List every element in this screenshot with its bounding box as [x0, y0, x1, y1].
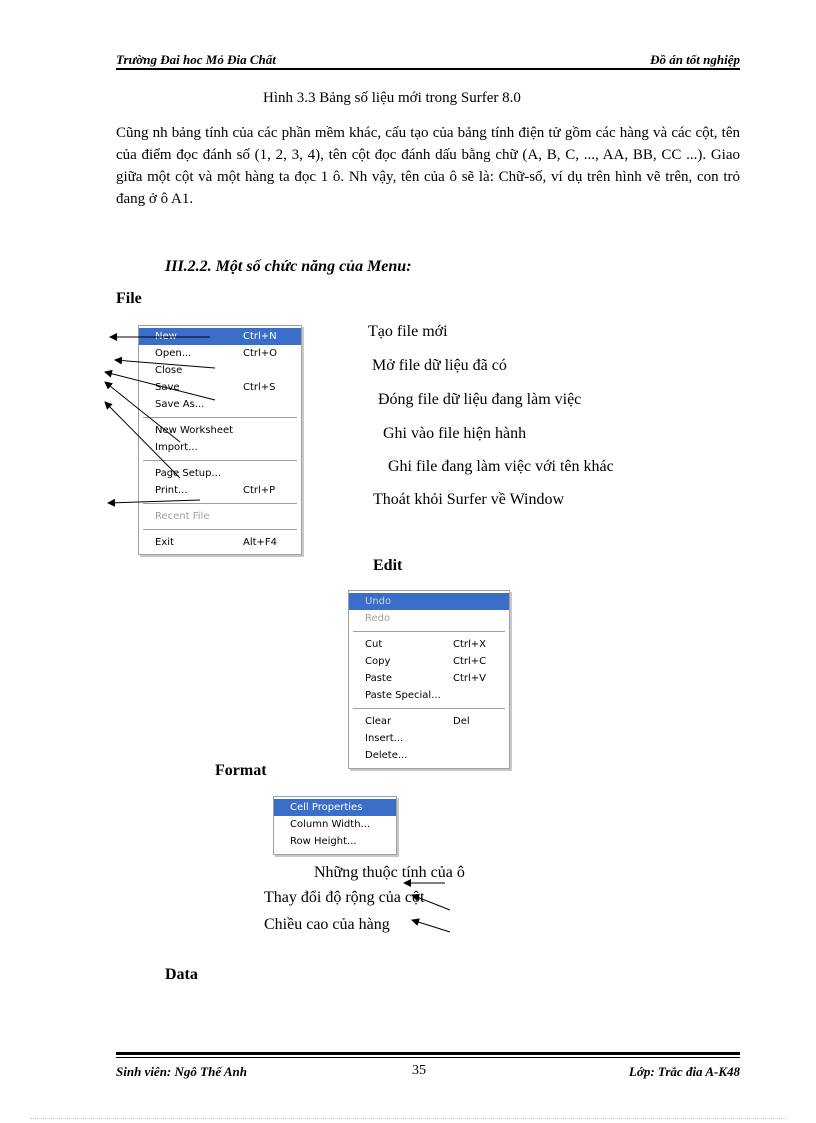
file-label: File	[116, 290, 142, 307]
body-paragraph: Cũng nh bảng tính của các phần mềm khác, cấu tạo của bảng tính điện tử gồm các hàng và các cột, tên của điểm đọc đánh số (1, 2, 3, 4), tên cột đọc đánh dấu bằng chữ (A, B, C, ..., AA, BB, CC ...). Giao giữa một cột và một hàng ta đọc 1 ô. Nh vậy, tên của ô sẽ là: Chữ-số, ví dụ trên hình vẽ trên, con trỏ đang ở ô A1.	[116, 125, 740, 207]
footer-left: Sinh viên: Ngô Thế Anh	[116, 1064, 247, 1079]
menu-item-exit[interactable]: Exit Alt+F4	[155, 537, 278, 548]
figure-caption: Hình 3.3 Bảng số liệu mới trong Surfer 8.0	[263, 90, 521, 106]
file-desc-save-as: Ghi file đang làm việc với tên khác	[388, 458, 614, 475]
header-right: Đồ án tốt nghiệp	[650, 52, 740, 67]
menu-item-clear[interactable]: Clear Del	[365, 716, 470, 727]
file-desc-open: Mở file dữ liệu đã có	[372, 357, 507, 374]
menu-item-delete[interactable]: Delete...	[365, 750, 408, 761]
file-desc-save: Ghi vào file hiện hành	[383, 425, 527, 442]
page-edge-dots	[30, 1118, 786, 1119]
edit-menu	[348, 590, 510, 769]
menu-item-paste[interactable]: Paste Ctrl+V	[365, 673, 487, 684]
arrow-line	[105, 402, 180, 478]
format-annotation-arrows	[390, 862, 460, 937]
arrow-line	[412, 920, 450, 932]
page-number: 35	[412, 1063, 426, 1078]
menu-item-row-height[interactable]: Row Height...	[290, 836, 357, 847]
menu-item-save[interactable]: Save Ctrl+S	[155, 382, 276, 393]
file-desc-close: Đóng file dữ liệu đang làm việc	[378, 391, 582, 408]
footer-rule	[116, 1052, 740, 1055]
data-label: Data	[165, 966, 198, 983]
menu-item-new[interactable]: New Ctrl+N	[139, 328, 301, 345]
menu-item-undo: Undo	[349, 593, 509, 610]
menu-item-paste-special[interactable]: Paste Special...	[365, 690, 441, 701]
file-desc-exit: Thoát khỏi Surfer về Window	[373, 491, 565, 508]
file-annotation-arrows	[100, 320, 230, 520]
arrow-line	[115, 360, 215, 368]
menu-separator	[353, 631, 505, 632]
menu-separator	[143, 529, 297, 530]
format-desc-column-width: Thay đổi độ rộng của cột	[264, 889, 425, 906]
menu-item-save-as[interactable]: Save As...	[155, 399, 205, 410]
menu-item-open[interactable]: Open... Ctrl+O	[155, 348, 278, 359]
format-desc-row-height: Chiều cao của hàng	[264, 916, 390, 933]
menu-item-column-width[interactable]: Column Width...	[290, 819, 371, 830]
menu-item-page-setup[interactable]: Page Setup...	[155, 468, 222, 479]
footer-right: Lớp: Trắc đia A-K48	[628, 1064, 740, 1079]
menu-item-insert[interactable]: Insert...	[365, 733, 404, 744]
menu-item-print[interactable]: Print... Ctrl+P	[155, 485, 276, 496]
menu-separator	[353, 708, 505, 709]
arrow-line	[412, 895, 450, 910]
arrow-line	[105, 382, 180, 442]
header-rule	[116, 68, 740, 70]
menu-item-import[interactable]: Import...	[155, 442, 198, 453]
menu-item-new-worksheet[interactable]: New Worksheet	[155, 425, 234, 436]
menu-item-copy[interactable]: Copy Ctrl+C	[365, 656, 487, 667]
menu-item-recent-file: Recent File	[155, 511, 210, 522]
format-label: Format	[215, 762, 267, 779]
menu-item-cut[interactable]: Cut Ctrl+X	[365, 639, 487, 650]
arrow-line	[108, 500, 200, 503]
section-heading: III.2.2. Một số chức năng của Menu:	[165, 258, 412, 275]
format-desc-cell-properties: Những thuộc tính của ô	[314, 864, 465, 881]
file-desc-new: Tạo file mới	[368, 323, 448, 340]
format-menu	[273, 796, 397, 855]
menu-item-cell-properties[interactable]: Cell Properties	[274, 799, 396, 816]
menu-item-redo: Redo	[365, 613, 391, 624]
edit-label: Edit	[373, 557, 403, 574]
footer-rule-thin	[116, 1057, 740, 1058]
menu-item-close[interactable]: Close	[155, 365, 183, 376]
header-left: Trường Đai hoc Mỏ Đia Chất	[116, 52, 276, 67]
